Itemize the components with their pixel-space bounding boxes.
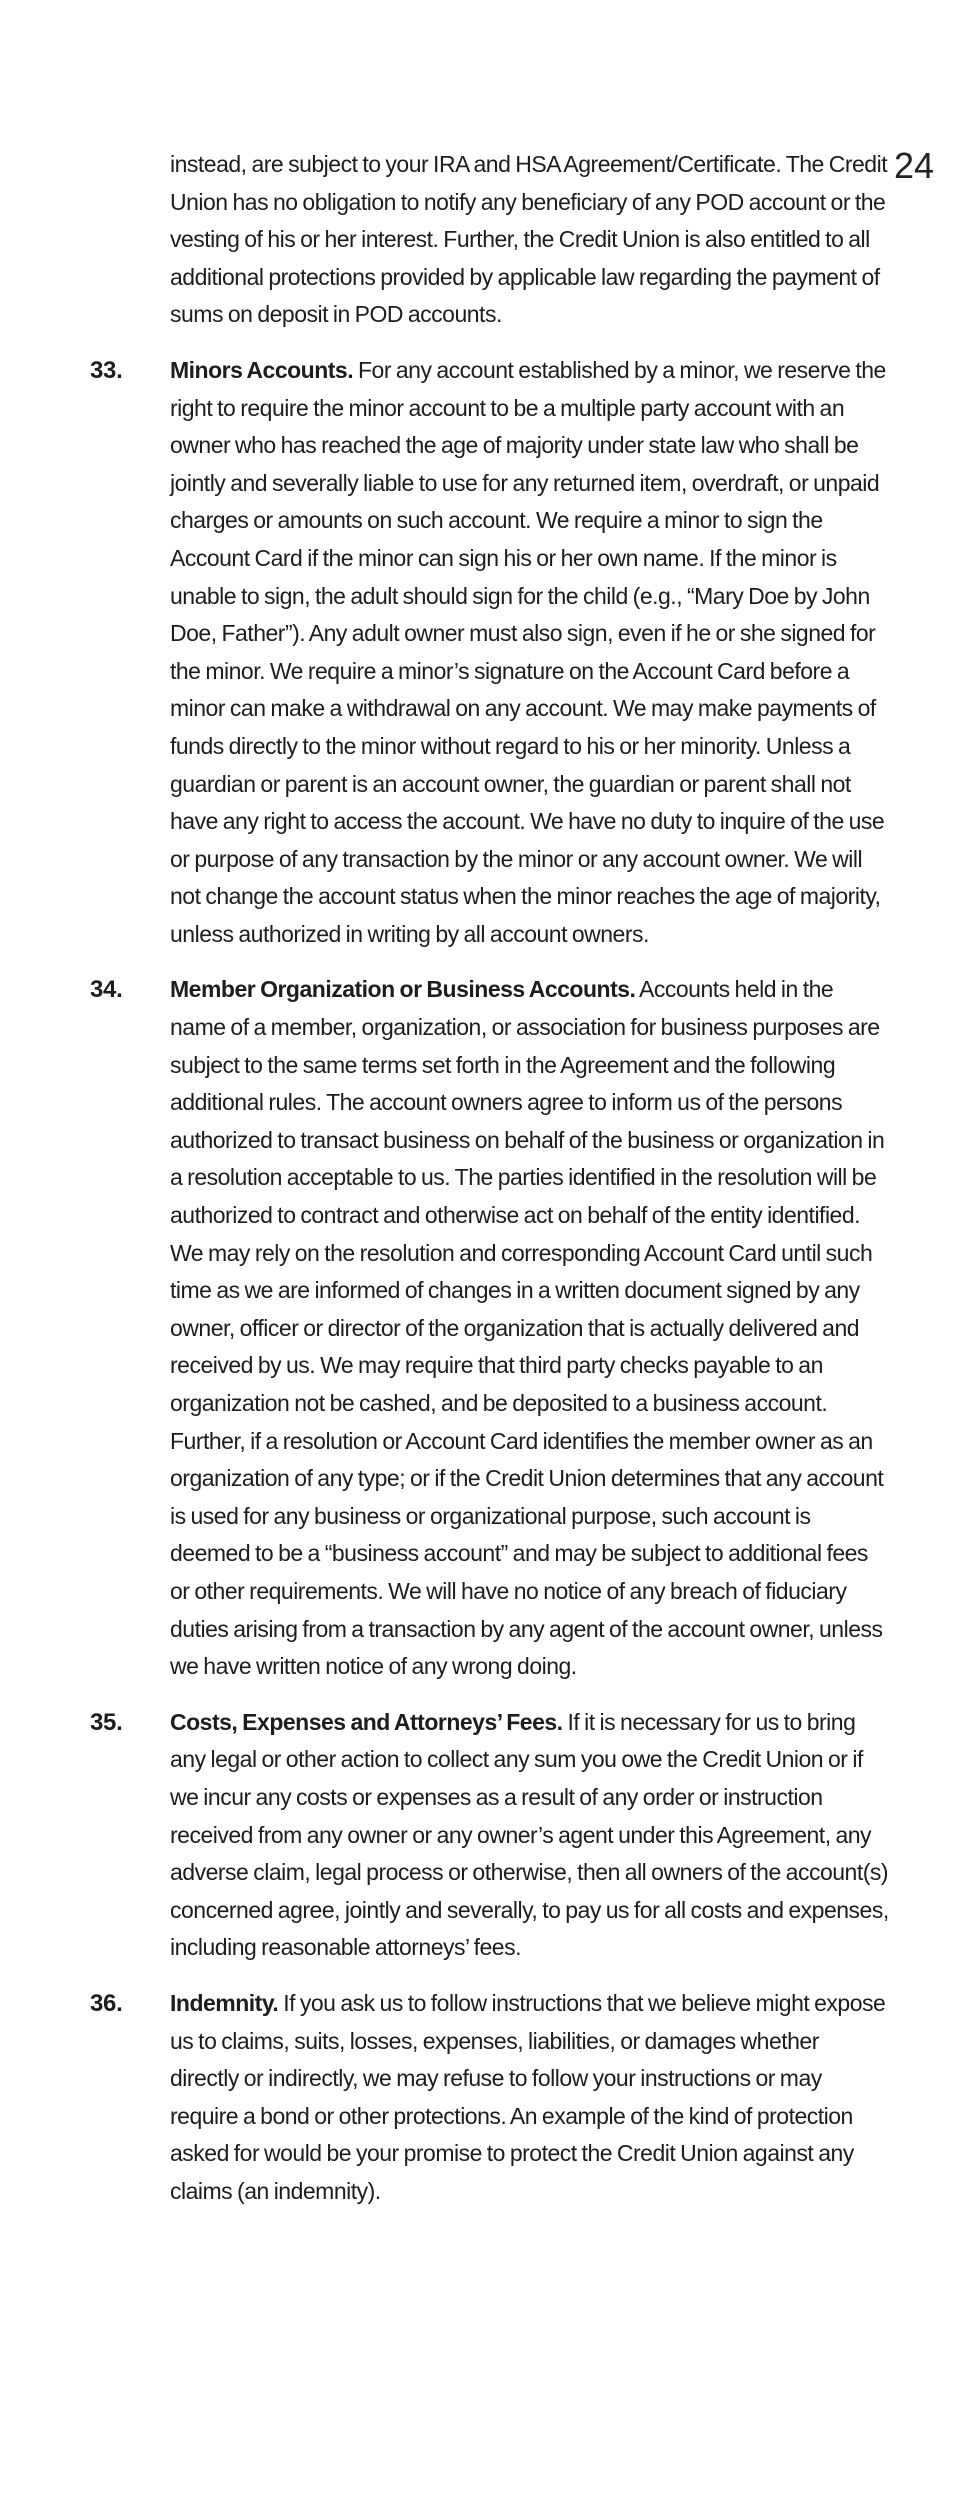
section-34-business-accounts <box>90 971 890 1685</box>
section-number: 35. <box>90 1708 123 1736</box>
section-body <box>170 971 890 1685</box>
section-number: 36. <box>90 1989 123 2017</box>
section-heading: Minors Accounts. <box>170 356 354 383</box>
paragraph-text: instead, are subject to your IRA and HSA Agreement/Certificate. The Credit Union has no obligation to notify any beneficiary of any POD account or the vesting of his or her interest. Further, the Credit Union is also entitled to all additional protections provided by applicable law regarding the payment of sums on deposit in POD accounts. <box>170 151 888 328</box>
section-text: For any account established by a minor, we reserve the right to require the minor account to be a multiple party account with an owner who has reached the age of majority under state law who shall be jointly and severally liable to use for any returned item, overdraft, or unpaid charges or amounts on such account. We require a minor to sign the Account Card if the minor can sign his or her own name. If the minor is unable to sign, the adult should sign for the child (e.g., “Mary Doe by John Doe, Father”). Any adult owner must also sign, even if he or she signed for the minor. We require a minor’s signature on the Account Card before a minor can make a withdrawal on any account. We may make payments of funds directly to the minor without regard to his or her minority. Unless a guardian or parent is an account owner, the guardian or parent shall not have any right to access the account. We have no duty to inquire of the use or purpose of any transaction by the minor or any account owner. We will not change the account status when the minor reaches the age of majority, unless authorized in writing by all account owners. <box>170 356 886 947</box>
section-36-indemnity <box>90 1985 890 2211</box>
section-body <box>170 1704 890 1967</box>
section-body <box>170 352 890 954</box>
page-number: 24 <box>894 145 935 186</box>
section-number: 34. <box>90 976 123 1004</box>
section-text: If it is necessary for us to bring any legal or other action to collect any sum you owe the Credit Union or if we incur any costs or expenses as a result of any order or instruction received from any owner or any owner’s agent under this Agreement, any adverse claim, legal process or otherwise, then all owners of the account(s) concerned agree, jointly and severally, to pay us for all costs and expenses, including reasonable attorneys’ fees. <box>170 1708 889 1961</box>
section-33-minors-accounts <box>90 352 890 954</box>
section-35-costs-expenses <box>90 1704 890 1967</box>
section-heading: Member Organization or Business Accounts. <box>170 976 636 1003</box>
document-body <box>90 146 890 2228</box>
section-text: Accounts held in the name of a member, organization, or association for business purposes are subject to the same terms set forth in the Agreement and the following additional rules. The account owners agree to inform us of the persons authorized to transact business on behalf of the business or organization in a resolution acceptable to us. The parties identified in the resolution will be authorized to contract and otherwise act on behalf of the entity identified. We may rely on the resolution and corresponding Account Card until such time as we are informed of changes in a written document signed by any owner, officer or director of the organization that is actually delivered and received by us. We may require that third party checks payable to an organization not be cashed, and be deposited to a business account. Further, if a resolution or Account Card identifies the member owner as an organization of any type; or if the Credit Union determines that any account is used for any business or organizational purpose, such account is deemed to be a “business account” and may be subject to additional fees or other requirements. We will have no notice of any breach of fiduciary duties arising from a transaction by any agent of the account owner, unless we have written notice of any wrong doing. <box>170 976 885 1680</box>
section-number: 33. <box>90 356 123 384</box>
section-heading: Costs, Expenses and Attorneys’ Fees. <box>170 1708 563 1735</box>
section-text: If you ask us to follow instructions that we believe might expose us to claims, suits, losses, expenses, liabilities, or damages whether directly or indirectly, we may refuse to follow your instructions or may require a bond or other protections. An example of the kind of protection asked for would be your promise to protect the Credit Union against any claims (an indemnity). <box>170 1989 886 2204</box>
section-body <box>170 1985 890 2211</box>
paragraph-continuation <box>90 146 890 334</box>
section-heading: Indemnity. <box>170 1989 279 2016</box>
